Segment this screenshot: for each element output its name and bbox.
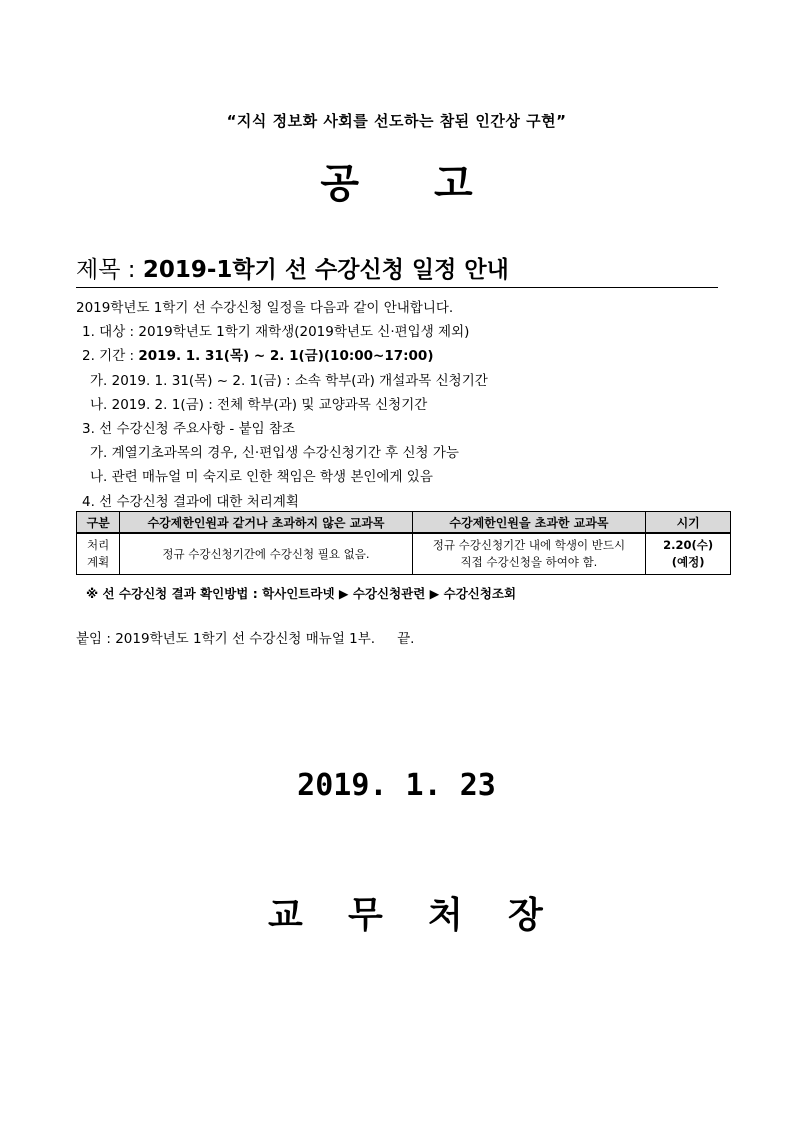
header-within-limit: 수강제한인원과 같거나 초과하지 않은 교과목	[120, 512, 412, 534]
result-check-note: ※ 선 수강신청 결과 확인방법 : 학사인트라넷 ▶ 수강신청관련 ▶ 수강신청조회	[86, 586, 517, 601]
attachment-text: 붙임 : 2019학년도 1학기 선 수강신청 매뉴얼 1부.	[76, 631, 376, 647]
processing-plan-table	[76, 511, 731, 575]
attachment-end: 끝.	[397, 631, 415, 647]
row-timing: 2.20(수) (예정)	[646, 533, 731, 575]
item-period-label: 2. 기간 :	[82, 348, 139, 365]
notice-date: 2019. 1. 23	[297, 768, 496, 803]
row-within-limit: 정규 수강신청기간에 수강신청 필요 없음.	[120, 533, 412, 575]
item-period	[76, 344, 736, 368]
signer: 교 무 처 장	[268, 894, 543, 936]
intro-text: 2019학년도 1학기 선 수강신청 일정을 다음과 같이 안내합니다.	[76, 300, 454, 316]
item-target: 1. 대상 : 2019학년도 1학기 재학생(2019학년도 신·편입생 제외)	[82, 324, 470, 341]
item-period-value: 2019. 1. 31(목) ~ 2. 1(금)(10:00~17:00)	[138, 348, 434, 365]
table-header-row	[77, 512, 731, 534]
slogan: “지식 정보화 사회를 선도하는 참된 인간상 구현”	[226, 112, 567, 130]
header-timing: 시기	[646, 512, 731, 534]
row-over-limit: 정규 수강신청기간 내에 학생이 반드시 직접 수강신청을 하여야 함.	[412, 533, 646, 575]
item-notes-b: 나. 관련 매뉴얼 미 숙지로 인한 책임은 학생 본인에게 있음	[90, 469, 433, 486]
table-row	[77, 533, 731, 575]
header-over-limit: 수강제한인원을 초과한 교과목	[412, 512, 646, 534]
item-notes-a: 가. 계열기초과목의 경우, 신·편입생 수강신청기간 후 신청 가능	[90, 445, 459, 462]
notice-char-2: 고	[434, 160, 473, 207]
item-period-b: 나. 2019. 2. 1(금) : 전체 학부(과) 및 교양과목 신청기간	[90, 396, 428, 413]
notice-heading	[0, 152, 793, 209]
subject-title: 2019-1학기 선 수강신청 일정 안내	[142, 257, 509, 283]
header-category: 구분	[77, 512, 120, 534]
row-label: 처리 계획	[77, 533, 120, 575]
subject-line	[76, 255, 718, 288]
item-plan: 4. 선 수강신청 결과에 대한 처리계획	[82, 493, 299, 510]
notice-body	[76, 296, 736, 514]
item-period-a: 가. 2019. 1. 31(목) ~ 2. 1(금) : 소속 학부(과) 개설과목 신청기간	[90, 372, 488, 389]
subject-label: 제목 :	[76, 257, 143, 283]
item-notes: 3. 선 수강신청 주요사항 - 붙임 참조	[82, 420, 296, 437]
notice-char-1: 공	[320, 160, 359, 207]
attachment-line	[76, 627, 414, 647]
